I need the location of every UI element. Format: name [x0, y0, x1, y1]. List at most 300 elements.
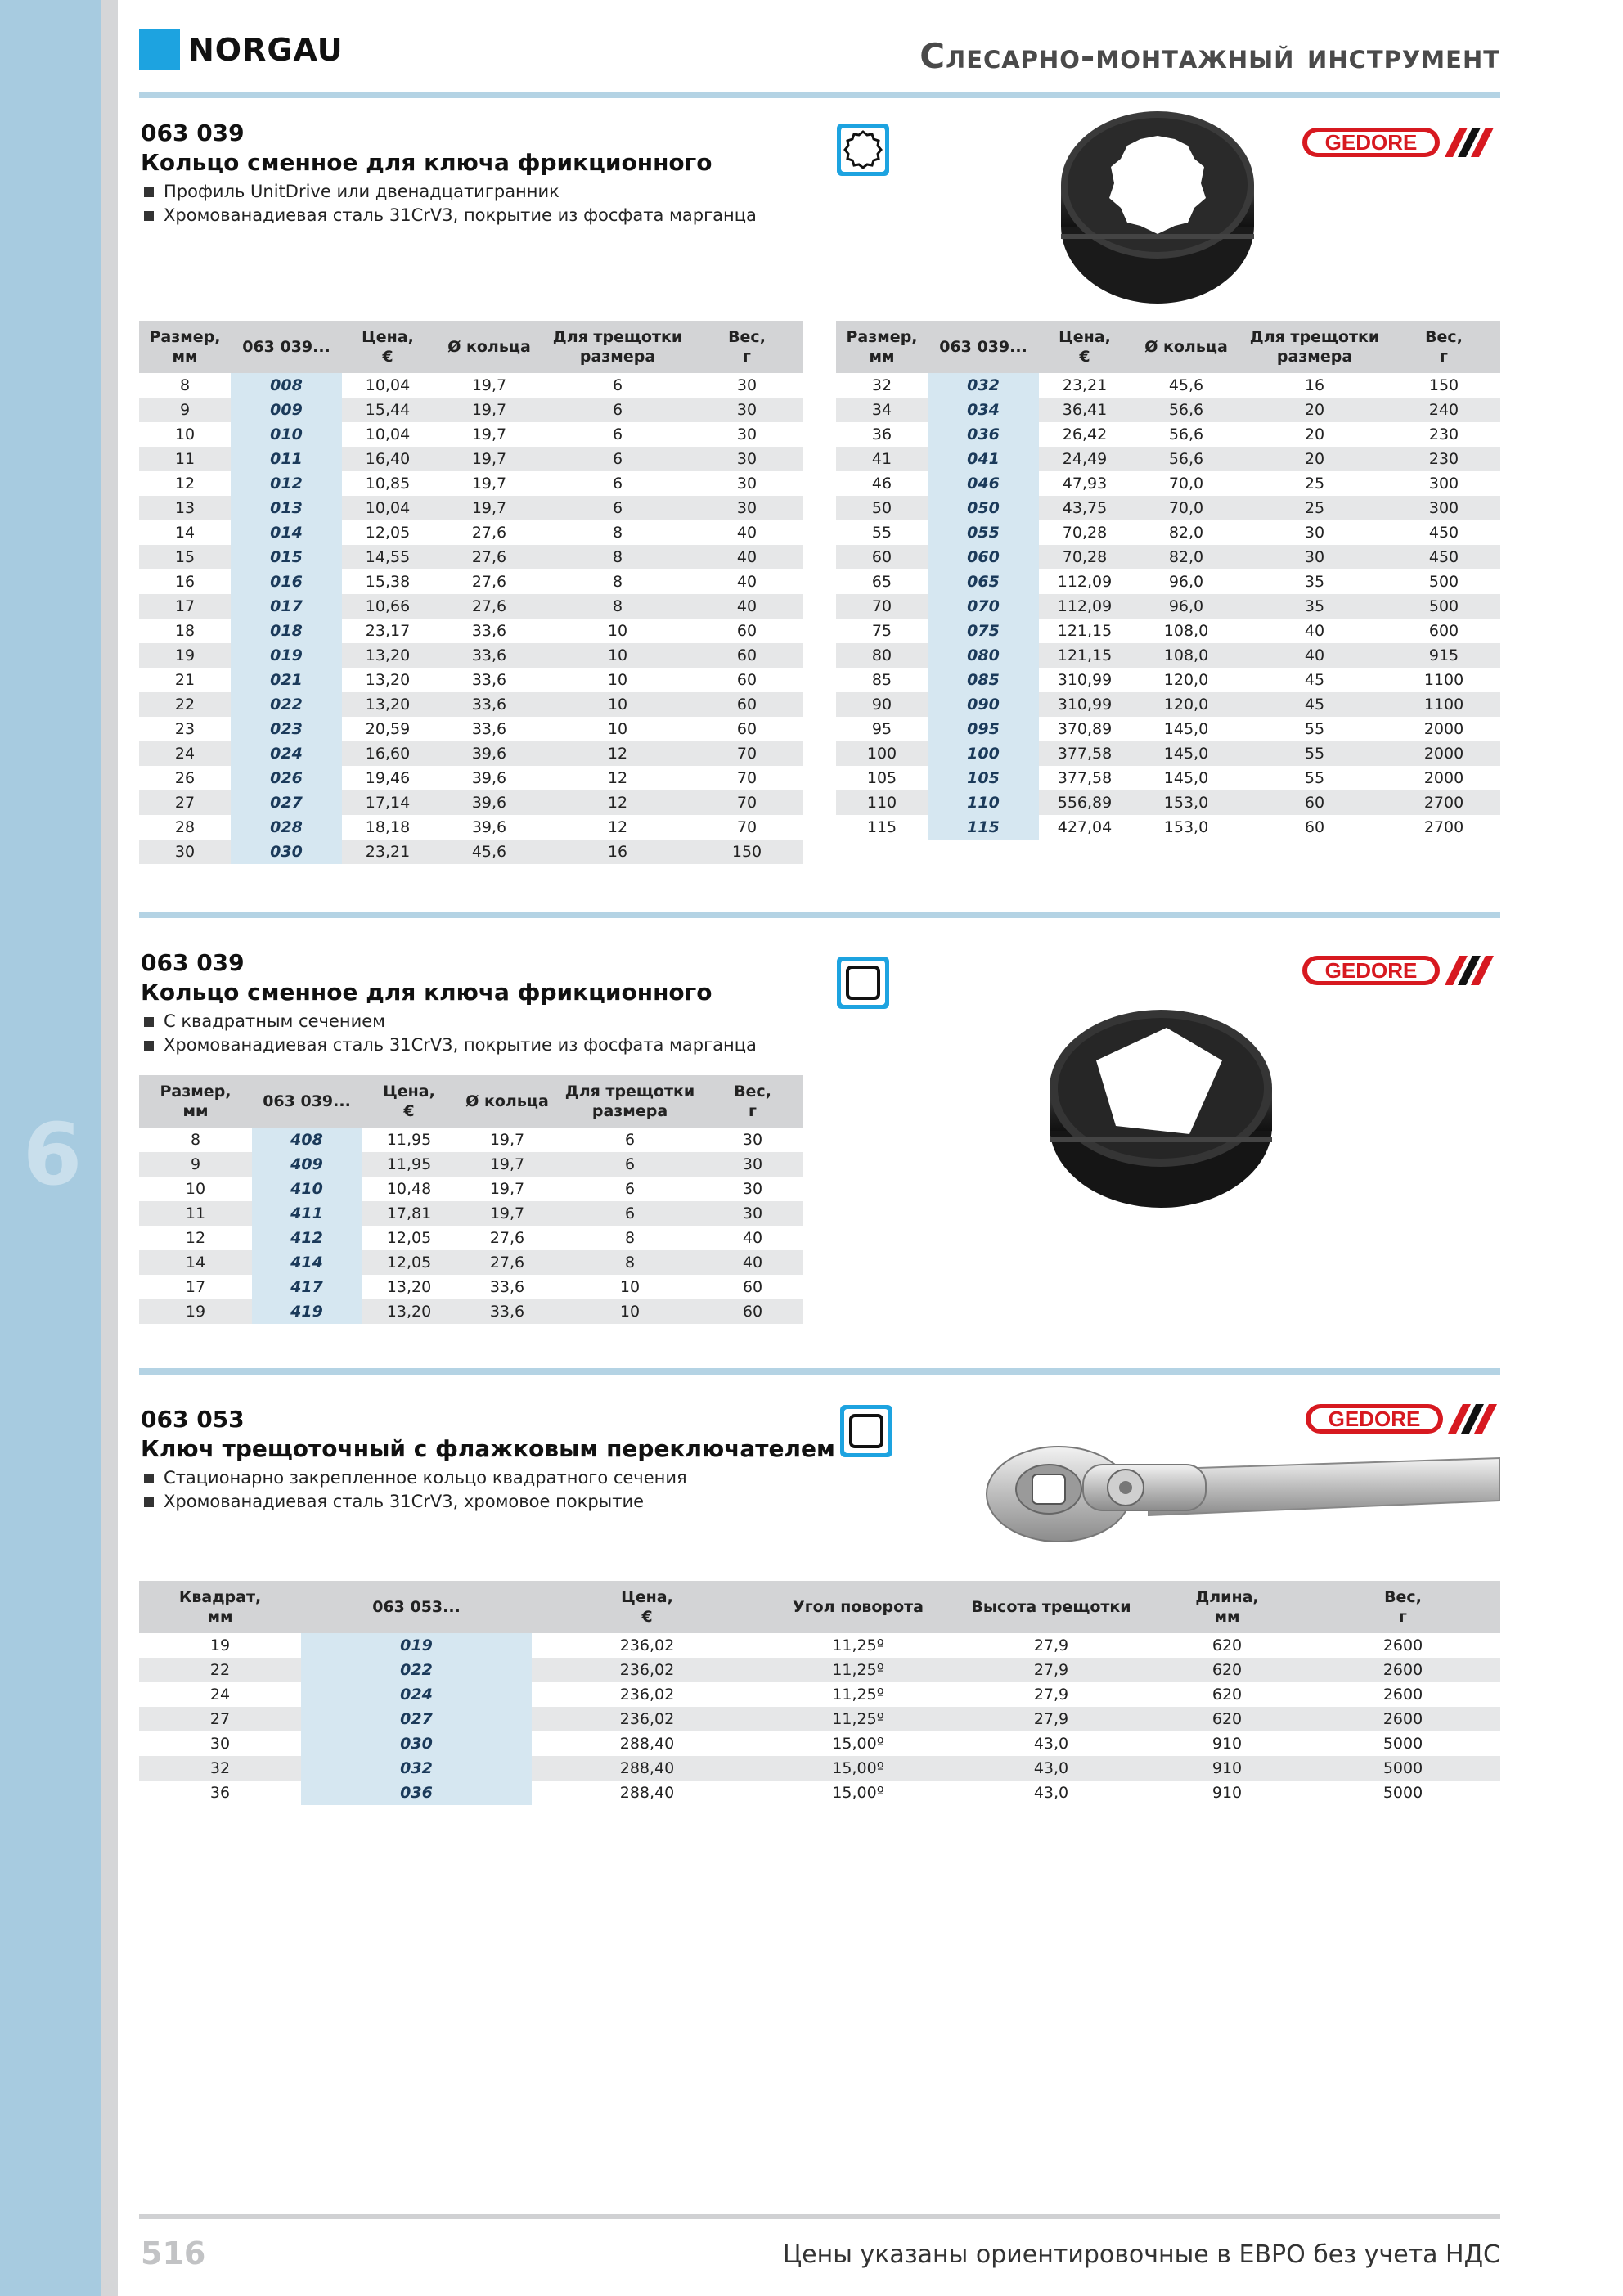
table-cell: 14,55 [342, 545, 434, 569]
table-row [139, 1201, 803, 1226]
table-cell: 15 [139, 545, 231, 569]
table-cell: 70,0 [1168, 475, 1204, 493]
article-code-cell: 018 [231, 619, 342, 643]
table-cell: 17 [139, 594, 231, 619]
table-cell: 18,18 [365, 818, 411, 836]
table-cell: 1100 [1423, 671, 1464, 689]
table-cell: 16 [174, 573, 196, 591]
table-row [139, 471, 803, 496]
table-cell: 121,15 [1057, 622, 1113, 640]
section-3-features [141, 1466, 687, 1514]
table-cell: 30 [690, 447, 803, 471]
section-2-title: Кольцо сменное для ключа фрикционного [141, 979, 713, 1006]
table-cell: 43,0 [1033, 1784, 1069, 1802]
table-cell: 55 [1304, 720, 1325, 738]
table-cell: 24 [209, 1686, 231, 1704]
table-cell: 556,89 [1039, 790, 1131, 815]
table-cell: 60 [736, 671, 758, 689]
table-cell: 27 [139, 790, 231, 815]
table-cell: 6 [558, 1152, 702, 1177]
table-cell: 115 [866, 818, 897, 836]
table-row [139, 1781, 1500, 1805]
table-cell: 16,40 [342, 447, 434, 471]
table-cell: 24 [139, 741, 231, 766]
table-cell: 60 [1304, 818, 1325, 836]
table-cell: 30 [690, 398, 803, 422]
column-header-ratchet-size: Для трещотки размера [558, 1075, 702, 1128]
table-cell: 300 [1428, 475, 1459, 493]
table-cell: 19 [139, 1299, 252, 1324]
table-cell: 620 [1149, 1658, 1306, 1682]
table-cell: 27,9 [954, 1707, 1149, 1731]
table-cell: 80 [836, 643, 928, 668]
column-header-weight: Вес, г [690, 321, 803, 373]
article-code-cell: 417 [252, 1275, 362, 1299]
table-row [139, 373, 803, 398]
table-cell: 33,6 [434, 643, 545, 668]
table-row [836, 692, 1500, 717]
table-cell: 30 [742, 1180, 763, 1198]
table-row [139, 840, 803, 864]
table-row [139, 1756, 1500, 1781]
table-cell: 910 [1212, 1735, 1243, 1753]
square-profile-icon [836, 956, 890, 1010]
table-cell: 30 [702, 1152, 803, 1177]
table-cell: 28 [174, 818, 196, 836]
twelve-point-ring-image [1055, 103, 1260, 308]
table-cell: 15,44 [342, 398, 434, 422]
table-row [836, 717, 1500, 741]
table-cell: 25 [1304, 475, 1325, 493]
article-code-cell: 036 [301, 1781, 532, 1805]
table-cell: 22 [139, 692, 231, 717]
footer-divider [139, 2214, 1500, 2219]
table-cell: 10,48 [386, 1180, 432, 1198]
table-cell: 41 [836, 447, 928, 471]
feature-item: Профиль UnitDrive или двенадцатигранник [141, 180, 757, 204]
column-header-weight: Вес, г [1387, 321, 1500, 373]
table-cell: 6 [545, 447, 690, 471]
table-cell: 370,89 [1057, 720, 1113, 738]
table-cell: 19,7 [434, 398, 545, 422]
column-header-length: Длина, мм [1149, 1581, 1306, 1633]
table-cell: 18 [174, 622, 196, 640]
article-code-cell: 026 [231, 766, 342, 790]
table-cell: 14 [139, 1250, 252, 1275]
column-header-ring-diameter: Ø кольца [1131, 321, 1242, 373]
table-cell: 19,7 [434, 496, 545, 520]
article-code-cell: 019 [231, 643, 342, 668]
table-cell: 145,0 [1163, 720, 1209, 738]
table-cell: 12 [545, 790, 690, 815]
column-header-size: Размер, мм [836, 321, 928, 373]
table-cell: 27,6 [434, 594, 545, 619]
table-row [139, 1707, 1500, 1731]
article-code-cell: 411 [252, 1201, 362, 1226]
table-cell: 60 [690, 643, 803, 668]
table-cell: 90 [836, 692, 928, 717]
table-cell: 56,6 [1131, 447, 1242, 471]
article-code-cell: 036 [928, 422, 1039, 447]
table-cell: 32 [871, 376, 892, 394]
table-cell: 27,9 [1033, 1636, 1069, 1654]
table-cell: 70,0 [1131, 496, 1242, 520]
table-cell: 30 [1304, 524, 1325, 542]
table-cell: 8 [558, 1250, 702, 1275]
table-cell: 13 [139, 496, 231, 520]
article-code-cell: 050 [928, 496, 1039, 520]
table-row [139, 790, 803, 815]
feature-item: Стационарно закрепленное кольцо квадратного сечения [141, 1466, 687, 1490]
table-cell: 19,7 [471, 425, 507, 443]
column-header-ratchet-size: Для трещотки размера [545, 321, 690, 373]
table-cell: 120,0 [1131, 692, 1242, 717]
table-cell: 35 [1304, 573, 1325, 591]
table-cell: 30 [1242, 545, 1387, 569]
section-1-title: Кольцо сменное для ключа фрикционного [141, 149, 713, 176]
table-cell: 10 [545, 643, 690, 668]
table-cell: 450 [1387, 545, 1500, 569]
gedore-logo [1301, 952, 1500, 988]
table-cell: 6 [624, 1131, 636, 1149]
table-cell: 70,28 [1062, 524, 1108, 542]
table-cell: 27 [139, 1707, 301, 1731]
table-cell: 120,0 [1163, 671, 1209, 689]
table-row [139, 717, 803, 741]
table-cell: 30 [690, 496, 803, 520]
table-row [139, 1226, 803, 1250]
table-cell: 17 [185, 1278, 206, 1296]
table-cell: 40 [742, 1229, 763, 1247]
article-code-cell: 016 [231, 569, 342, 594]
table-cell: 36,41 [1039, 398, 1131, 422]
table-row [139, 545, 803, 569]
section-divider [139, 912, 1500, 918]
table-cell: 150 [1428, 376, 1459, 394]
square-ring-image [1044, 1003, 1278, 1216]
section-1-table-left [139, 321, 803, 864]
table-cell: 12 [607, 818, 628, 836]
table-cell: 11 [139, 1201, 252, 1226]
column-header-ratchet-height: Высота трещотки [954, 1581, 1149, 1633]
table-cell: 5000 [1382, 1735, 1423, 1753]
article-code-cell: 075 [928, 619, 1039, 643]
table-row [836, 422, 1500, 447]
table-cell: 150 [690, 840, 803, 864]
table-cell: 60 [742, 1278, 763, 1296]
table-cell: 2000 [1423, 720, 1464, 738]
column-header-ring-diameter: Ø кольца [434, 321, 545, 373]
table-cell: 11,25º [762, 1707, 954, 1731]
table-cell: 500 [1387, 594, 1500, 619]
article-code-cell: 419 [252, 1299, 362, 1324]
article-code-cell: 023 [231, 717, 342, 741]
table-cell: 40 [736, 524, 758, 542]
table-cell: 145,0 [1163, 769, 1209, 787]
table-cell: 19 [209, 1636, 231, 1654]
table-cell: 10 [619, 1278, 641, 1296]
table-cell: 910 [1212, 1784, 1243, 1802]
table-row [836, 569, 1500, 594]
article-code-cell: 410 [252, 1177, 362, 1201]
table-cell: 8 [624, 1229, 636, 1247]
table-cell: 14 [174, 524, 196, 542]
section-divider [139, 1368, 1500, 1375]
table-cell: 915 [1387, 643, 1500, 668]
table-cell: 96,0 [1131, 594, 1242, 619]
table-row [139, 668, 803, 692]
table-cell: 45 [1242, 692, 1387, 717]
table-row [139, 1633, 1500, 1658]
table-cell: 19,7 [471, 376, 507, 394]
table-cell: 20,59 [365, 720, 411, 738]
article-code-cell: 080 [928, 643, 1039, 668]
table-cell: 43,75 [1039, 496, 1131, 520]
article-code-cell: 022 [231, 692, 342, 717]
table-cell: 19,7 [489, 1131, 525, 1149]
article-code-cell: 105 [928, 766, 1039, 790]
table-row [139, 1299, 803, 1324]
table-cell: 11 [139, 447, 231, 471]
table-row [139, 1152, 803, 1177]
svg-text:GEDORE: GEDORE [1324, 130, 1418, 155]
table-cell: 10 [607, 671, 628, 689]
table-row [139, 643, 803, 668]
table-row [139, 815, 803, 840]
page-number: 516 [141, 2235, 206, 2271]
table-cell: 39,6 [471, 818, 507, 836]
table-cell: 30 [742, 1131, 763, 1149]
section-3-title: Ключ трещоточный с флажковым переключателем [141, 1435, 835, 1462]
table-row [836, 471, 1500, 496]
article-code-cell: 408 [252, 1128, 362, 1152]
table-cell: 55 [1304, 769, 1325, 787]
feature-item: Хромованадиевая сталь 31CrV3, покрытие из фосфата марганца [141, 204, 757, 227]
table-cell: 10,85 [365, 475, 411, 493]
table-row [836, 594, 1500, 619]
column-header-price: Цена, € [1039, 321, 1131, 373]
table-cell: 5000 [1306, 1756, 1500, 1781]
table-cell: 60 [702, 1299, 803, 1324]
table-cell: 112,09 [1039, 594, 1131, 619]
table-cell: 15,00º [832, 1735, 884, 1753]
table-cell: 19,7 [489, 1180, 525, 1198]
table-cell: 25 [1242, 496, 1387, 520]
table-cell: 288,40 [619, 1735, 675, 1753]
article-code-cell: 027 [231, 790, 342, 815]
table-cell: 13,20 [386, 1278, 432, 1296]
table-cell: 10 [607, 622, 628, 640]
table-row [139, 594, 803, 619]
table-cell: 230 [1387, 447, 1500, 471]
table-cell: 26,42 [1062, 425, 1108, 443]
table-row [836, 398, 1500, 422]
table-cell: 288,40 [619, 1784, 675, 1802]
table-cell: 22 [139, 1658, 301, 1682]
table-cell: 70 [690, 741, 803, 766]
table-cell: 19,7 [471, 475, 507, 493]
brand-name: NORGAU [188, 32, 344, 68]
table-cell: 30 [209, 1735, 231, 1753]
table-cell: 16,60 [342, 741, 434, 766]
article-code-cell: 065 [928, 569, 1039, 594]
table-cell: 450 [1428, 524, 1459, 542]
article-code-cell: 046 [928, 471, 1039, 496]
table-cell: 10,04 [365, 376, 411, 394]
table-cell: 33,6 [456, 1299, 558, 1324]
table-cell: 40 [736, 573, 758, 591]
table-cell: 56,6 [1131, 398, 1242, 422]
table-cell: 11,25º [832, 1636, 884, 1654]
table-cell: 33,6 [471, 622, 507, 640]
svg-text:GEDORE: GEDORE [1328, 1407, 1421, 1431]
column-header-price: Цена, € [532, 1581, 762, 1633]
table-cell: 8 [612, 573, 623, 591]
column-header-ring-diameter: Ø кольца [456, 1075, 558, 1128]
article-code-cell: 100 [928, 741, 1039, 766]
table-cell: 35 [1242, 594, 1387, 619]
ratchet-wrench-image [985, 1437, 1500, 1548]
footer-note: Цены указаны ориентировочные в ЕВРО без учета НДС [782, 2240, 1500, 2269]
table-cell: 910 [1149, 1756, 1306, 1781]
twelve-point-ring-icon [836, 123, 890, 177]
table-cell: 12,05 [365, 524, 411, 542]
table-cell: 2700 [1387, 790, 1500, 815]
table-cell: 153,0 [1131, 790, 1242, 815]
article-code-cell: 055 [928, 520, 1039, 545]
article-code-cell: 012 [231, 471, 342, 496]
table-cell: 12 [185, 1229, 206, 1247]
table-cell: 70 [690, 790, 803, 815]
section-2-table [139, 1075, 803, 1324]
table-cell: 105 [866, 769, 897, 787]
table-cell: 15,00º [762, 1756, 954, 1781]
table-cell: 20 [1242, 398, 1387, 422]
table-cell: 30 [736, 425, 758, 443]
article-code-cell: 090 [928, 692, 1039, 717]
table-cell: 36 [871, 425, 892, 443]
table-cell: 27,9 [1033, 1686, 1069, 1704]
table-row [139, 1658, 1500, 1682]
table-cell: 40 [690, 545, 803, 569]
table-row [139, 447, 803, 471]
column-header-price: Цена, € [342, 321, 434, 373]
page-title: Слесарно-монтажный инструмент [919, 36, 1500, 76]
table-cell: 288,40 [532, 1756, 762, 1781]
table-cell: 6 [612, 376, 623, 394]
table-cell: 23,17 [365, 622, 411, 640]
article-code-cell: 070 [928, 594, 1039, 619]
square-profile-icon [839, 1404, 893, 1458]
article-code-cell: 110 [928, 790, 1039, 815]
table-cell: 13,20 [342, 692, 434, 717]
table-cell: 19,46 [365, 769, 411, 787]
table-cell: 50 [836, 496, 928, 520]
table-cell: 112,09 [1057, 573, 1113, 591]
table-cell: 70 [736, 818, 758, 836]
table-cell: 10,04 [342, 496, 434, 520]
table-row [139, 766, 803, 790]
gedore-logo [1304, 1401, 1504, 1437]
table-cell: 121,15 [1039, 643, 1131, 668]
table-cell: 17,14 [342, 790, 434, 815]
section-3-article-number: 063 053 [141, 1406, 245, 1433]
table-cell: 377,58 [1057, 769, 1113, 787]
article-code-cell: 021 [231, 668, 342, 692]
table-cell: 145,0 [1131, 741, 1242, 766]
table-cell: 2600 [1306, 1707, 1500, 1731]
table-cell: 6 [558, 1201, 702, 1226]
table-cell: 12 [545, 741, 690, 766]
table-cell: 96,0 [1168, 573, 1204, 591]
table-cell: 60 [836, 545, 928, 569]
table-cell: 2000 [1387, 741, 1500, 766]
section-3-table [139, 1581, 1500, 1805]
feature-item: Хромованадиевая сталь 31CrV3, покрытие из фосфата марганца [141, 1033, 757, 1057]
table-cell: 19,7 [456, 1152, 558, 1177]
article-code-cell: 017 [231, 594, 342, 619]
column-header-code: 063 039... [252, 1075, 362, 1128]
table-row [836, 815, 1500, 840]
table-cell: 13,20 [365, 671, 411, 689]
table-cell: 39,6 [434, 790, 545, 815]
section-1-article-number: 063 039 [141, 119, 245, 146]
article-code-cell: 013 [231, 496, 342, 520]
article-code-cell: 014 [231, 520, 342, 545]
table-cell: 620 [1149, 1707, 1306, 1731]
table-cell: 32 [139, 1756, 301, 1781]
table-row [139, 741, 803, 766]
table-row [139, 692, 803, 717]
column-header-code: 063 039... [928, 321, 1039, 373]
table-cell: 19,7 [434, 447, 545, 471]
table-cell: 47,93 [1062, 475, 1108, 493]
table-cell: 240 [1387, 398, 1500, 422]
table-cell: 230 [1428, 425, 1459, 443]
table-cell: 20 [1304, 425, 1325, 443]
article-code-cell: 095 [928, 717, 1039, 741]
section-2-features [141, 1010, 757, 1057]
column-header-price: Цена, € [362, 1075, 456, 1128]
article-code-cell: 011 [231, 447, 342, 471]
table-cell: 600 [1428, 622, 1459, 640]
table-cell: 40 [1304, 622, 1325, 640]
table-cell: 6 [612, 425, 623, 443]
table-cell: 24,49 [1039, 447, 1131, 471]
table-cell: 60 [736, 622, 758, 640]
table-cell: 60 [736, 720, 758, 738]
table-cell: 1100 [1387, 692, 1500, 717]
table-cell: 500 [1428, 573, 1459, 591]
table-row [139, 1177, 803, 1201]
table-cell: 310,99 [1057, 671, 1113, 689]
article-code-cell: 034 [928, 398, 1039, 422]
table-cell: 8 [179, 376, 191, 394]
article-code-cell: 032 [301, 1756, 532, 1781]
table-cell: 377,58 [1039, 741, 1131, 766]
article-code-cell: 030 [301, 1731, 532, 1756]
gedore-logo [1301, 124, 1500, 160]
article-code-cell: 027 [301, 1707, 532, 1731]
table-cell: 60 [1242, 790, 1387, 815]
table-cell: 30 [702, 1201, 803, 1226]
table-cell: 95 [871, 720, 892, 738]
table-cell: 5000 [1382, 1784, 1423, 1802]
table-cell: 6 [624, 1180, 636, 1198]
table-cell: 27,6 [471, 573, 507, 591]
table-cell: 12,05 [362, 1250, 456, 1275]
table-cell: 27,6 [456, 1250, 558, 1275]
